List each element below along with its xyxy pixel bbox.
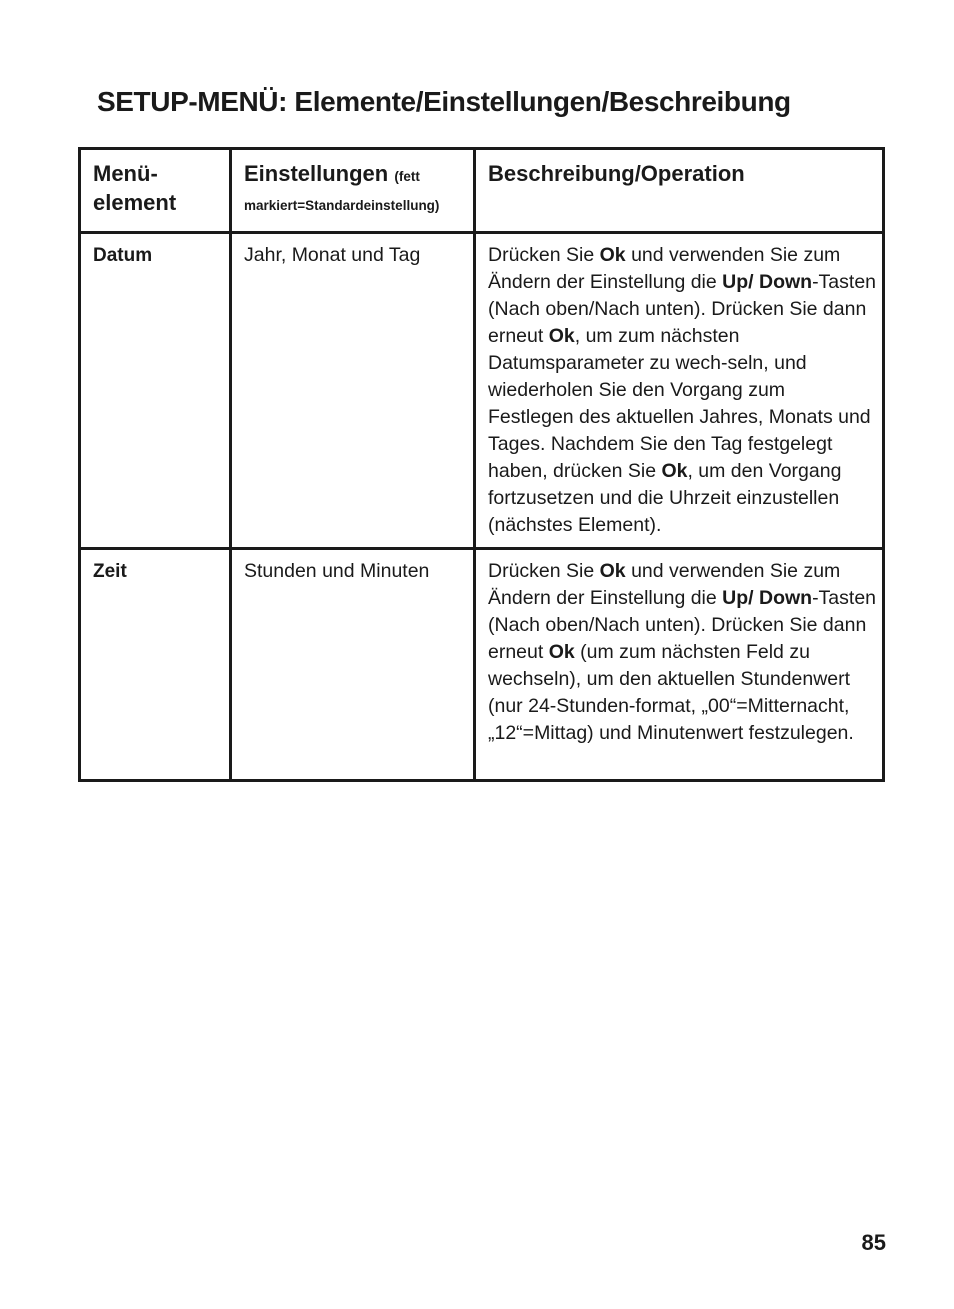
header-settings <box>231 149 475 233</box>
description-keyword: Ok <box>599 560 626 582</box>
table-row <box>80 549 884 781</box>
row-item-datum: Datum <box>80 233 231 549</box>
table-row <box>80 233 884 549</box>
description-text: (um zum nächsten Feld zu wechseln), um den aktuellen Stundenwert (nur 24-Stunden-format, „00“=Mitternacht, „12“=Mittag) und Minutenwert festzulegen. <box>488 641 854 744</box>
header-settings-label: Einstellungen <box>244 161 389 186</box>
page-number: 85 <box>861 1230 886 1255</box>
description-text: Drücken Sie <box>488 560 600 582</box>
description-keyword: Ok <box>661 460 688 482</box>
row-description-zeit <box>475 549 884 781</box>
table-header-row <box>80 149 884 233</box>
row-setting-zeit: Stunden und Minuten <box>231 549 475 781</box>
header-menu-item <box>80 149 231 233</box>
description-keyword: Ok <box>599 244 626 266</box>
row-description-datum <box>475 233 884 549</box>
header-menu-item-line1: Menü- <box>93 161 158 186</box>
row-setting-datum: Jahr, Monat und Tag <box>231 233 475 549</box>
description-keyword: Ok <box>548 641 575 663</box>
description-text: und verwenden Sie zum Ändern der Einstellung die <box>488 560 841 609</box>
page-title: SETUP-MENÜ: Elemente/Einstellungen/Beschreibung <box>97 86 791 117</box>
setup-menu-table <box>78 147 885 782</box>
description-text: -Tasten (Nach oben/Nach unten). Drücken Sie dann erneut <box>488 587 877 663</box>
description-text: -Tasten (Nach oben/Nach unten). Drücken Sie dann erneut <box>488 271 877 347</box>
description-text: , um zum nächsten Datumsparameter zu wech-seln, und wiederholen Sie den Vorgang zum Festlegen des aktuellen Jahres, Monats und Tages. Nachdem Sie den Tag festgelegt haben, drücken Sie <box>488 325 871 482</box>
row-item-zeit: Zeit <box>80 549 231 781</box>
description-keyword: Up/ Down <box>722 271 813 293</box>
description-text: Drücken Sie <box>488 244 600 266</box>
description-keyword: Up/ Down <box>722 587 813 609</box>
header-settings-note-part2: markiert=Standardeinstellung) <box>244 198 440 213</box>
description-text: , um den Vorgang fortzusetzen und die Uhrzeit einzustellen (nächstes Element). <box>488 460 842 536</box>
description-text: und verwenden Sie zum Ändern der Einstellung die <box>488 244 841 293</box>
header-menu-item-line2: element <box>93 190 177 215</box>
header-description: Beschreibung/Operation <box>475 149 884 233</box>
header-settings-note-part1: (fett <box>394 169 420 184</box>
description-keyword: Ok <box>548 325 575 347</box>
